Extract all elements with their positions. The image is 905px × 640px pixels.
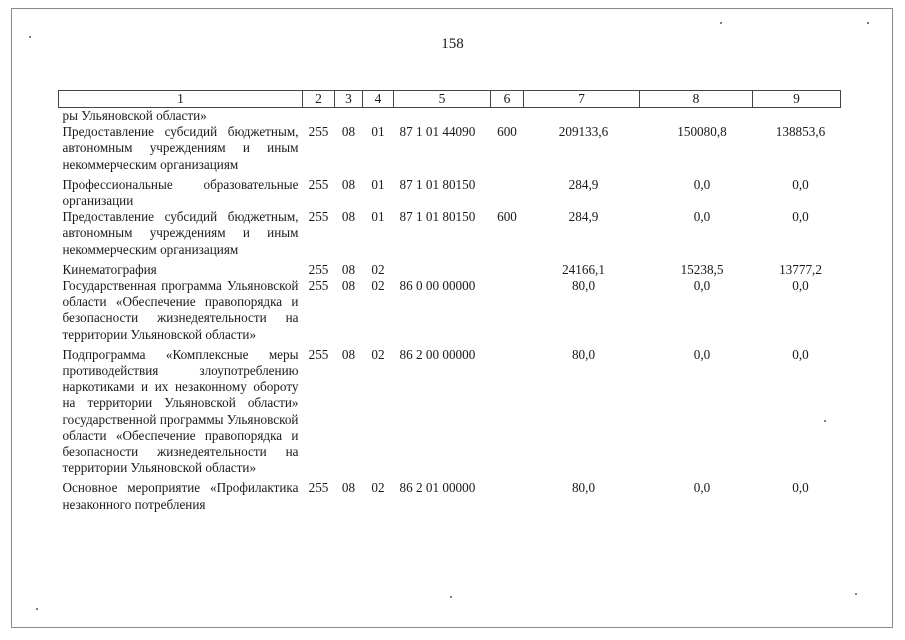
cell-subsection: 02 — [371, 278, 385, 294]
cell-amount-col7: 80,0 — [571, 480, 596, 496]
cell-section: 08 — [341, 209, 356, 225]
column-header: 7 — [524, 91, 640, 108]
table-row — [59, 124, 841, 177]
cell-target-article — [394, 108, 491, 125]
column-header: 6 — [491, 91, 524, 108]
row-name: Предоставление субсидий бюджетным, автономным учреждениям и иным некоммерческим организациям — [62, 124, 299, 172]
column-header: 2 — [303, 91, 335, 108]
cell-expense-type: 600 — [497, 124, 517, 140]
row-name: Подпрограмма «Комплексные меры противодействия злоупотреблению наркотиками и их незаконному обороту на территории Ульяновской области» государственной программы Ульяновской области «Обеспечение правопорядка и безопасности жизнедеятельности на территории Ульяновской области» — [62, 346, 299, 476]
cell-amount-col8: 0,0 — [693, 209, 711, 225]
cell-expense-type: 600 — [497, 209, 517, 225]
column-header: 8 — [640, 91, 753, 108]
cell-admin-code: 255 — [308, 278, 329, 294]
cell-amount-col8 — [640, 108, 753, 125]
scan-speck — [855, 593, 857, 595]
table-row — [59, 480, 841, 512]
cell-admin-code: 255 — [308, 480, 329, 496]
cell-amount-col9: 0,0 — [792, 176, 809, 192]
cell-amount-col8: 15238,5 — [680, 261, 724, 277]
cell-target-article: 87 1 01 80150 — [399, 209, 476, 225]
header-row — [59, 91, 841, 108]
cell-admin-code: 255 — [308, 124, 329, 140]
column-header: 9 — [753, 91, 841, 108]
cell-section: 08 — [341, 261, 356, 277]
cell-amount-col7: 284,9 — [568, 209, 599, 225]
cell-target-article: 86 2 01 00000 — [399, 480, 476, 496]
cell-subsection: 02 — [371, 480, 385, 496]
cell-section: 08 — [341, 124, 356, 140]
cell-section: 08 — [341, 278, 356, 294]
cell-amount-col8: 0,0 — [693, 346, 711, 362]
cell-target-article: 86 0 00 00000 — [399, 278, 476, 294]
cell-amount-col9: 13777,2 — [779, 261, 822, 277]
cell-section: 08 — [341, 346, 356, 362]
column-header: 3 — [335, 91, 363, 108]
cell-amount-col9: 0,0 — [792, 480, 809, 496]
table-row — [59, 108, 841, 125]
cell-amount-col8: 0,0 — [693, 176, 711, 192]
cell-amount-col7: 24166,1 — [562, 261, 605, 277]
cell-target-article: 87 1 01 80150 — [399, 176, 476, 192]
cell-target-article: 87 1 01 44090 — [399, 124, 476, 140]
cell-amount-col7: 284,9 — [568, 176, 599, 192]
cell-section: 08 — [341, 176, 356, 192]
cell-amount-col9: 0,0 — [792, 278, 809, 294]
cell-expense-type — [491, 108, 524, 125]
cell-subsection — [363, 108, 394, 125]
budget-table — [58, 90, 841, 513]
cell-amount-col8: 0,0 — [693, 480, 711, 496]
scan-speck — [450, 596, 452, 598]
row-name: Предоставление субсидий бюджетным, автономным учреждениям и иным некоммерческим организациям — [62, 209, 299, 257]
cell-section: 08 — [341, 480, 356, 496]
scan-speck — [36, 608, 38, 610]
cell-amount-col9 — [753, 108, 841, 125]
cell-subsection: 02 — [371, 261, 385, 277]
cell-expense-type — [491, 278, 524, 347]
scan-speck — [29, 36, 31, 38]
cell-target-article — [394, 262, 491, 278]
page-number: 158 — [441, 36, 464, 52]
cell-expense-type — [491, 177, 524, 209]
cell-subsection: 01 — [371, 209, 385, 225]
cell-admin-code: 255 — [308, 261, 329, 277]
row-name: Основное мероприятие «Профилактика незаконного потребления — [62, 480, 299, 512]
cell-amount-col7 — [524, 108, 640, 125]
cell-amount-col7: 80,0 — [571, 346, 596, 362]
cell-admin-code: 255 — [308, 176, 329, 192]
row-name: ры Ульяновской области» — [62, 108, 207, 123]
cell-admin-code: 255 — [308, 346, 329, 362]
column-header: 1 — [59, 91, 303, 108]
cell-section — [335, 108, 363, 125]
cell-amount-col9: 0,0 — [792, 209, 809, 225]
cell-subsection: 02 — [371, 346, 385, 362]
column-header: 4 — [363, 91, 394, 108]
cell-expense-type — [491, 480, 524, 512]
cell-amount-col7: 80,0 — [571, 278, 596, 294]
cell-target-article: 86 2 00 00000 — [399, 346, 476, 362]
cell-amount-col7: 209133,6 — [558, 124, 609, 140]
table-row — [59, 262, 841, 278]
cell-amount-col9: 138853,6 — [775, 124, 826, 140]
scan-speck — [824, 420, 826, 422]
table-row — [59, 347, 841, 481]
cell-subsection: 01 — [371, 124, 385, 140]
table-row — [59, 278, 841, 347]
cell-amount-col9: 0,0 — [792, 346, 809, 362]
column-header: 5 — [394, 91, 491, 108]
row-name: Кинематография — [62, 261, 157, 277]
cell-amount-col8: 0,0 — [693, 278, 711, 294]
cell-expense-type — [491, 262, 524, 278]
cell-admin-code — [303, 108, 335, 125]
cell-amount-col8: 150080,8 — [677, 124, 727, 140]
row-name: Профессиональные образовательные организации — [62, 176, 299, 209]
cell-subsection: 01 — [371, 176, 385, 192]
scan-speck — [867, 22, 869, 24]
cell-admin-code: 255 — [308, 209, 329, 225]
row-name: Государственная программа Ульяновской области «Обеспечение правопорядка и безопасности жизнедеятельности на территории Ульяновской области» — [62, 278, 299, 342]
table-row — [59, 177, 841, 209]
table-row — [59, 209, 841, 262]
cell-expense-type — [491, 347, 524, 481]
scan-speck — [720, 22, 722, 24]
